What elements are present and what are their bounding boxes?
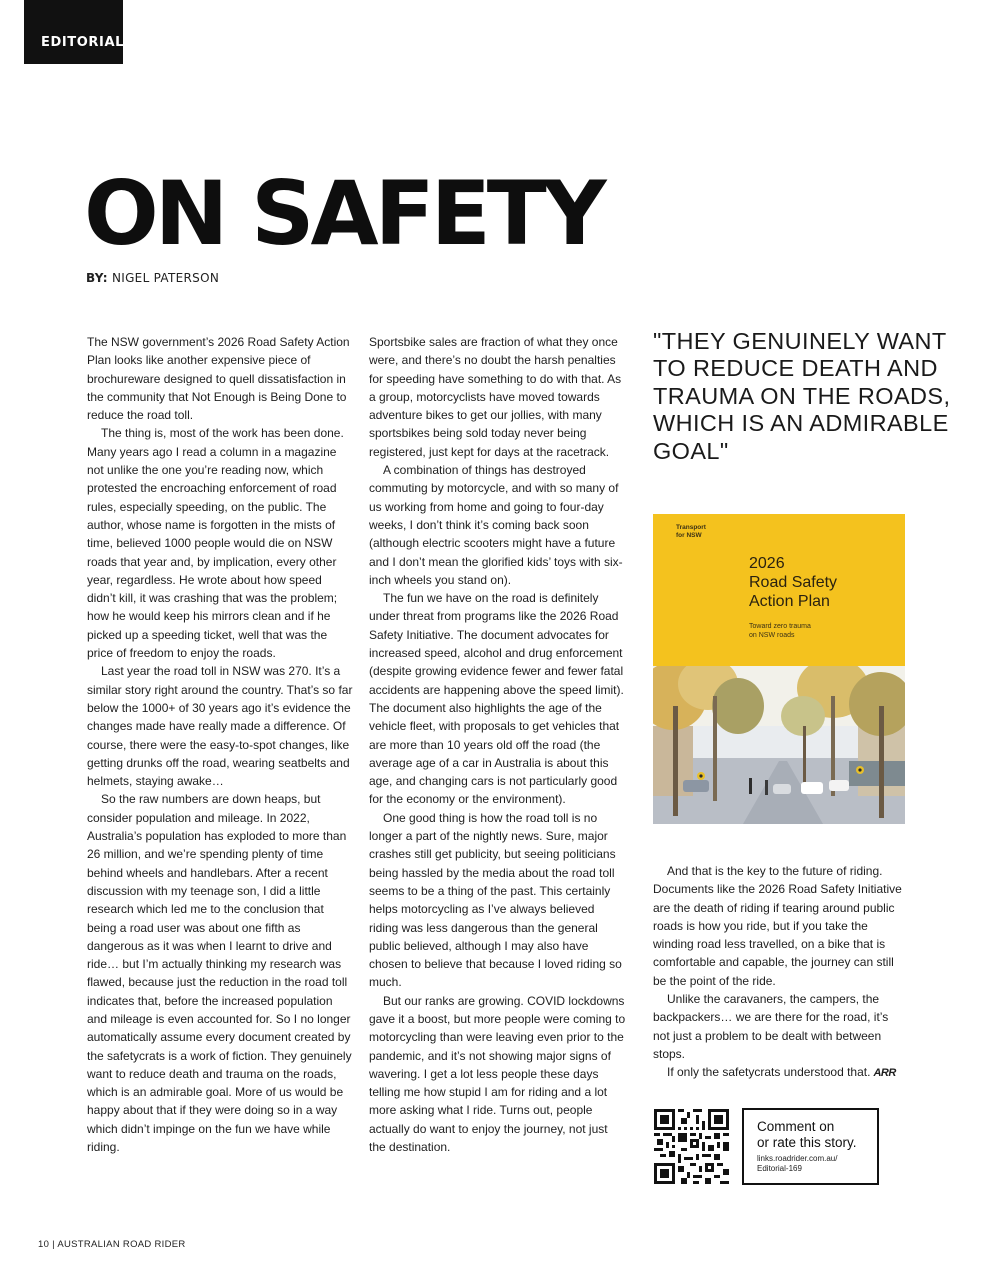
paragraph: Sportsbike sales are fraction of what they once were, and there’s no doubt the harsh penalties for speeding have something to do with that. As a group, motorcyclists have moved towards adventure bikes to get our jollies, with many sportsbikes being sold today never being registered, just kept for days at the racetrack. bbox=[369, 335, 622, 459]
comment-heading-line2: or rate this story. bbox=[757, 1135, 857, 1150]
street-photo bbox=[653, 666, 905, 824]
paragraph: A combination of things has destroyed commuting by motorcycle, and with so many of us working from home and going to four-day weeks, I don’t think it’s coming back soon (although electric scooters might have a future and I don’t mean the glorified kids’ toys with six-inch wheels you stand on). bbox=[369, 463, 623, 587]
cover-title: 2026 Road Safety Action Plan bbox=[749, 555, 838, 610]
cover-subtitle: Toward zero trauma on NSW roads bbox=[749, 623, 811, 639]
comment-heading-line1: Comment on bbox=[757, 1119, 835, 1134]
cover-publisher: Transport for NSW bbox=[676, 524, 706, 539]
paragraph: The NSW government’s 2026 Road Safety Action Plan looks like another expensive piece of brochureware designed to quell dissatisfaction in the community that Not Enough is Being Done to reduce the road toll. bbox=[87, 335, 350, 423]
page-footer bbox=[38, 1239, 186, 1250]
paragraph: The thing is, most of the work has been done. Many years ago I read a column in a magazine not unlike the one you’re reading now, which protested the encroaching enforcement of road rules, especially speeding, on the public. The author, whose name is forgotten in the mists of time, believed 1000 people would die on NSW roads that year and, by implication, every other year, regardless. He wrote about how speed didn’t kill, it was crashing that was the problem; how he would keep his mirrors clean and if he picked up a speeding ticket, well that was the price of freedom to enjoy the roads. bbox=[87, 426, 344, 661]
paragraph: If only the safetycrats understood that. ARR bbox=[667, 1065, 896, 1080]
byline-prefix: BY: bbox=[86, 271, 108, 285]
body-column-3 bbox=[653, 862, 907, 1083]
section-tab bbox=[24, 0, 123, 64]
paragraph: And that is the key to the future of riding. Documents like the 2026 Road Safety Initiative are the death of riding if tearing around public roads is how you ride, but if you take the winding road less travelled, on a bike that is comfortable and capable, the journey can still be the point of the ride. bbox=[653, 864, 902, 988]
paragraph: But our ranks are growing. COVID lockdowns gave it a boost, but more people were coming to motorcycling than were leaving even prior to the pandemic, and it’s not showing major signs of wavering. I get a lot less people these days telling me how stupid I am for riding and a lot more asking what I ride. Turns out, people actually do want to enjoy the journey, not just the destination. bbox=[369, 993, 626, 1155]
byline bbox=[86, 271, 219, 285]
paragraph: Unlike the caravaners, the campers, the backpackers… we are there for the road, it’s not just a problem to be dealt with between stops. bbox=[653, 992, 889, 1061]
section-label: EDITORIAL bbox=[41, 35, 125, 50]
comment-link[interactable]: links.roadrider.com.au/ Editorial-169 bbox=[757, 1154, 838, 1173]
report-cover-image bbox=[653, 514, 905, 824]
page-number: 10 bbox=[38, 1239, 50, 1250]
paragraph: One good thing is how the road toll is no longer a part of the nightly news. Sure, major crashes still get publicity, but seeing politicians being hassled by the media about the road toll seems to be a thing of the past. This certainly helps motorcycling as I’ve always believed riding was less dangerous than the general public believed, although I may also have chosen to believe that because I loved riding so much. bbox=[369, 810, 622, 990]
publication-name: AUSTRALIAN ROAD RIDER bbox=[57, 1239, 186, 1250]
article-title: ON SAFETY bbox=[84, 162, 603, 265]
paragraph: Last year the road toll in NSW was 270. It’s a similar story right around the country. That’s so far below the 1000+ of 30 years ago it’s evidence the changes made have really made a difference. Of course, there were the easy-to-spot changes, like getting drunks off the road, wearing seatbelts and helmets, staying awake… bbox=[87, 664, 353, 789]
pull-quote: "THEY GENUINELY WANT TO REDUCE DEATH AND TRAUMA ON THE ROADS, WHICH IS AN ADMIRABLE GOAL" bbox=[653, 328, 951, 464]
arr-signoff-logo: ARR bbox=[873, 1067, 896, 1080]
paragraph: The fun we have on the road is definitely under threat from programs like the 2026 Road Safety Initiative. The document advocates for increased speed, alcohol and drug enforcement (despite growing evidence fewer and fewer fatal accidents are happening above the speed limit). The document also highlights the age of the vehicle fleet, with proposals to get vehicles that are more than 10 years old off the road (the average age of a car in Australia is about this age, and changing cars is not particularly good for the economy or the environment). bbox=[369, 591, 624, 807]
footer-separator: | bbox=[52, 1239, 55, 1250]
comment-callout[interactable] bbox=[742, 1108, 879, 1185]
body-column-2 bbox=[369, 333, 627, 1156]
qr-code-icon[interactable] bbox=[654, 1109, 729, 1184]
body-column-1 bbox=[87, 333, 353, 1156]
author-name: NIGEL PATERSON bbox=[111, 271, 220, 285]
paragraph: So the raw numbers are down heaps, but consider population and mileage. In 2022, Australia’s population has exploded to more than 26 million, and we’re spending plenty of time behind wheels and handlebars. After a recent discussion with my teenage son, I did a little research which led me to the conclusion that being a road user was about one fifth as dangerous as it was when I learnt to drive and ride… but I’m actually thinking my research was flawed, because just the reduction in the road toll indicates that, before the increased population and mileage is even accounted for. So I no longer automatically assume every document created by the safetycrats is a work of fiction. They genuinely want to reduce death and trauma on the roads, which is an admirable goal. More of us would be happy about that if they were doing so in a way which didn’t impinge on the fun we have while riding. bbox=[87, 792, 352, 1155]
